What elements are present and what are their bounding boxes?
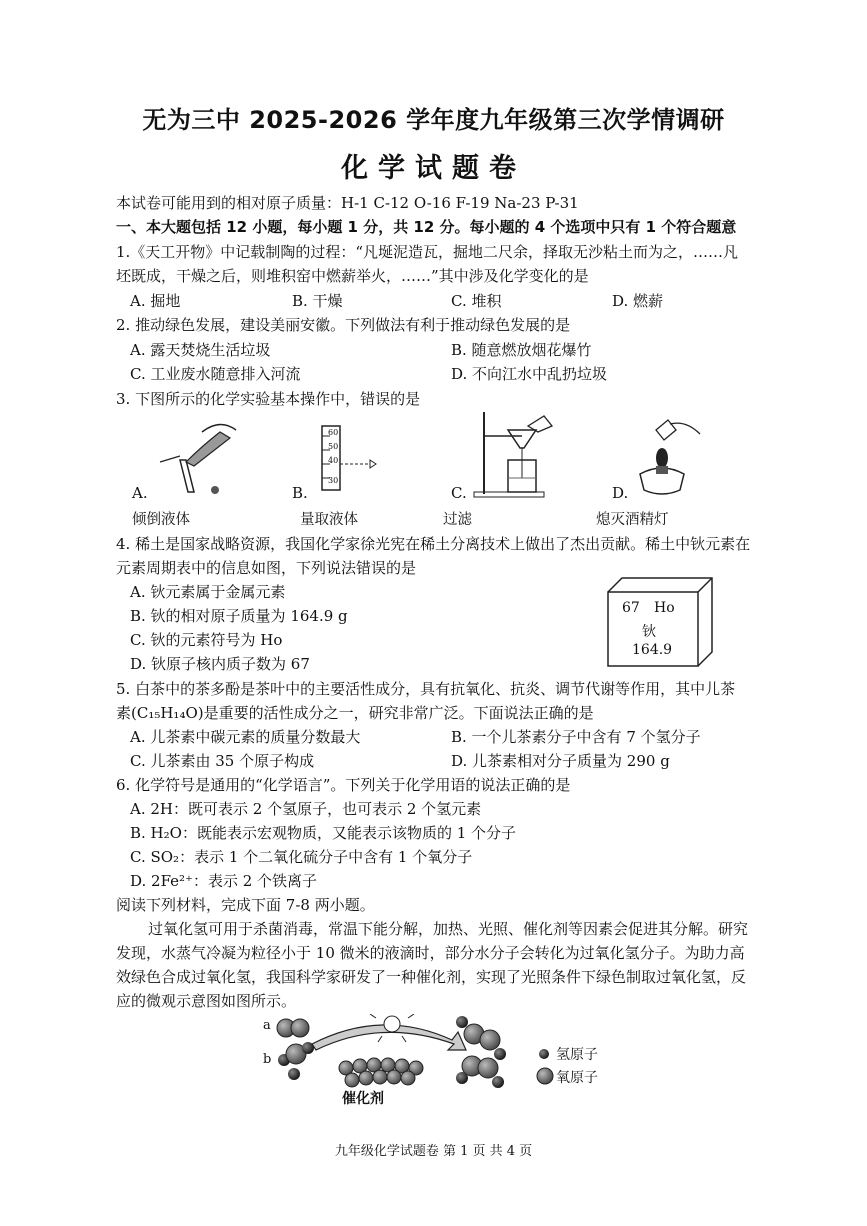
alcohol-lamp-figure	[626, 410, 706, 500]
section-heading: 一、本大题包括 12 小题，每小题 1 分，共 12 分。每小题的 4 个选项中只有 1 个符合题意	[116, 218, 737, 236]
q4-option-a: A. 钬元素属于金属元素	[130, 583, 286, 601]
caption-filtration: 过滤	[443, 512, 472, 528]
q4-stem-line2: 元素周期表中的信息如图，下列说法错误的是	[116, 559, 417, 577]
q6-stem: 6. 化学符号是通用的“化学语言”。下列关于化学用语的说法正确的是	[116, 776, 571, 794]
q6-option-d: D. 2Fe²⁺：表示 2 个铁离子	[130, 872, 318, 890]
caption-pour-liquid: 倾倒液体	[132, 512, 190, 528]
diagram-label-a: a	[263, 1018, 271, 1033]
q2-option-a: A. 露天焚烧生活垃圾	[130, 341, 271, 359]
q5-option-a: A. 儿茶素中碳元素的质量分数最大	[130, 728, 361, 746]
page-footer: 九年级化学试题卷 第 1 页 共 4 页	[334, 1144, 533, 1159]
q4-option-c: C. 钬的元素符号为 Ho	[130, 631, 283, 649]
q3-stem: 3. 下图所示的化学实验基本操作中，错误的是	[116, 390, 421, 408]
q3-option-d: D.	[612, 484, 629, 502]
reading-line4: 应的微观示意图如图所示。	[116, 992, 297, 1010]
element-atomic-number: 67	[622, 600, 640, 616]
reading-intro: 阅读下列材料，完成下面 7-8 两小题。	[116, 896, 375, 914]
legend-hydrogen-swatch	[539, 1049, 549, 1059]
q4-stem-line1: 4. 稀土是国家战略资源，我国化学家徐光宪在稀土分离技术上做出了杰出贡献。稀土中钬元素在	[116, 535, 751, 553]
legend-oxygen-swatch	[537, 1068, 553, 1084]
q4-option-b: B. 钬的相对原子质量为 164.9 g	[130, 607, 348, 625]
q1-option-d: D. 燃薪	[612, 292, 664, 310]
q2-stem: 2. 推动绿色发展，建设美丽安徽。下列做法有利于推动绿色发展的是	[116, 316, 571, 334]
q5-stem-line2: 素(C₁₅H₁₄O)是重要的活性成分之一，研究非常广泛。下面说法正确的是	[116, 704, 594, 722]
reading-line2: 发现，水蒸气冷凝为粒径小于 10 微米的液滴时，部分水分子会转化为过氧化氢分子。为助力高	[116, 944, 745, 962]
q1-option-b: B. 干燥	[292, 292, 343, 310]
q1-option-a: A. 掘地	[130, 292, 181, 310]
atomic-masses: 本试卷可能用到的相对原子质量：H-1 C-12 O-16 F-19 Na-23 P-31	[116, 194, 579, 212]
q3-option-b: B.	[292, 484, 308, 502]
pouring-liquid-figure	[150, 412, 240, 494]
diagram-label-b: b	[263, 1052, 272, 1067]
reading-line1: 过氧化氢可用于杀菌消毒，常温下能分解，加热、光照、催化剂等因素会促进其分解。研究	[148, 920, 749, 938]
q2-option-b: B. 随意燃放烟花爆竹	[451, 341, 592, 359]
q1-stem-line2: 坯既成，干燥之后，则堆积窑中燃薪举火，……”其中涉及化学变化的是	[116, 267, 589, 285]
page-title: 无为三中 2025-2026 学年度九年级第三次学情调研	[142, 106, 725, 134]
catalyst-label: 催化剂	[342, 1091, 384, 1107]
caption-extinguish-lamp: 熄灭酒精灯	[596, 512, 669, 528]
q2-option-d: D. 不向江水中乱扔垃圾	[451, 365, 608, 383]
q3-option-c: C.	[451, 484, 467, 502]
cyl-mark-40: 40	[328, 456, 339, 465]
element-symbol: Ho	[654, 600, 675, 616]
q5-stem-line1: 5. 白茶中的茶多酚是茶叶中的主要活性成分，具有抗氧化、抗炎、调节代谢等作用，其中儿茶	[116, 680, 736, 698]
paper-subtitle: 化学试题卷	[341, 153, 526, 184]
q5-option-b: B. 一个儿茶素分子中含有 7 个氢分子	[451, 728, 701, 746]
q1-option-c: C. 堆积	[451, 292, 502, 310]
q2-option-c: C. 工业废水随意排入河流	[130, 365, 301, 383]
q6-option-c: C. SO₂：表示 1 个二氧化硫分子中含有 1 个氧分子	[130, 848, 473, 866]
legend-oxygen-label: 氧原子	[556, 1070, 598, 1086]
cyl-mark-30: 30	[328, 476, 339, 485]
reading-line3: 效绿色合成过氧化氢，我国科学家研发了一种催化剂，实现了光照条件下绿色制取过氧化氢，反	[116, 968, 747, 986]
element-name: 钬	[642, 624, 656, 640]
cyl-mark-50: 50	[328, 442, 339, 451]
reaction-diagram	[262, 1014, 612, 1114]
q5-option-d: D. 儿茶素相对分子质量为 290 g	[451, 752, 670, 770]
graduated-cylinder-figure	[318, 424, 378, 492]
caption-measure-liquid: 量取液体	[300, 512, 358, 528]
q5-option-c: C. 儿茶素由 35 个原子构成	[130, 752, 315, 770]
q6-option-b: B. H₂O：既能表示宏观物质，又能表示该物质的 1 个分子	[130, 824, 517, 842]
filtration-figure	[472, 408, 572, 498]
q4-option-d: D. 钬原子核内质子数为 67	[130, 655, 310, 673]
q3-option-a: A.	[132, 484, 148, 502]
cyl-mark-60: 60	[328, 428, 339, 437]
q1-stem-line1: 1.《天工开物》中记载制陶的过程：“凡埏泥造瓦，掘地二尺余，择取无沙粘土而为之，……凡	[116, 243, 738, 261]
q6-option-a: A. 2H：既可表示 2 个氢原子，也可表示 2 个氢元素	[130, 800, 482, 818]
element-mass: 164.9	[632, 642, 673, 658]
legend-hydrogen-label: 氢原子	[556, 1047, 598, 1063]
